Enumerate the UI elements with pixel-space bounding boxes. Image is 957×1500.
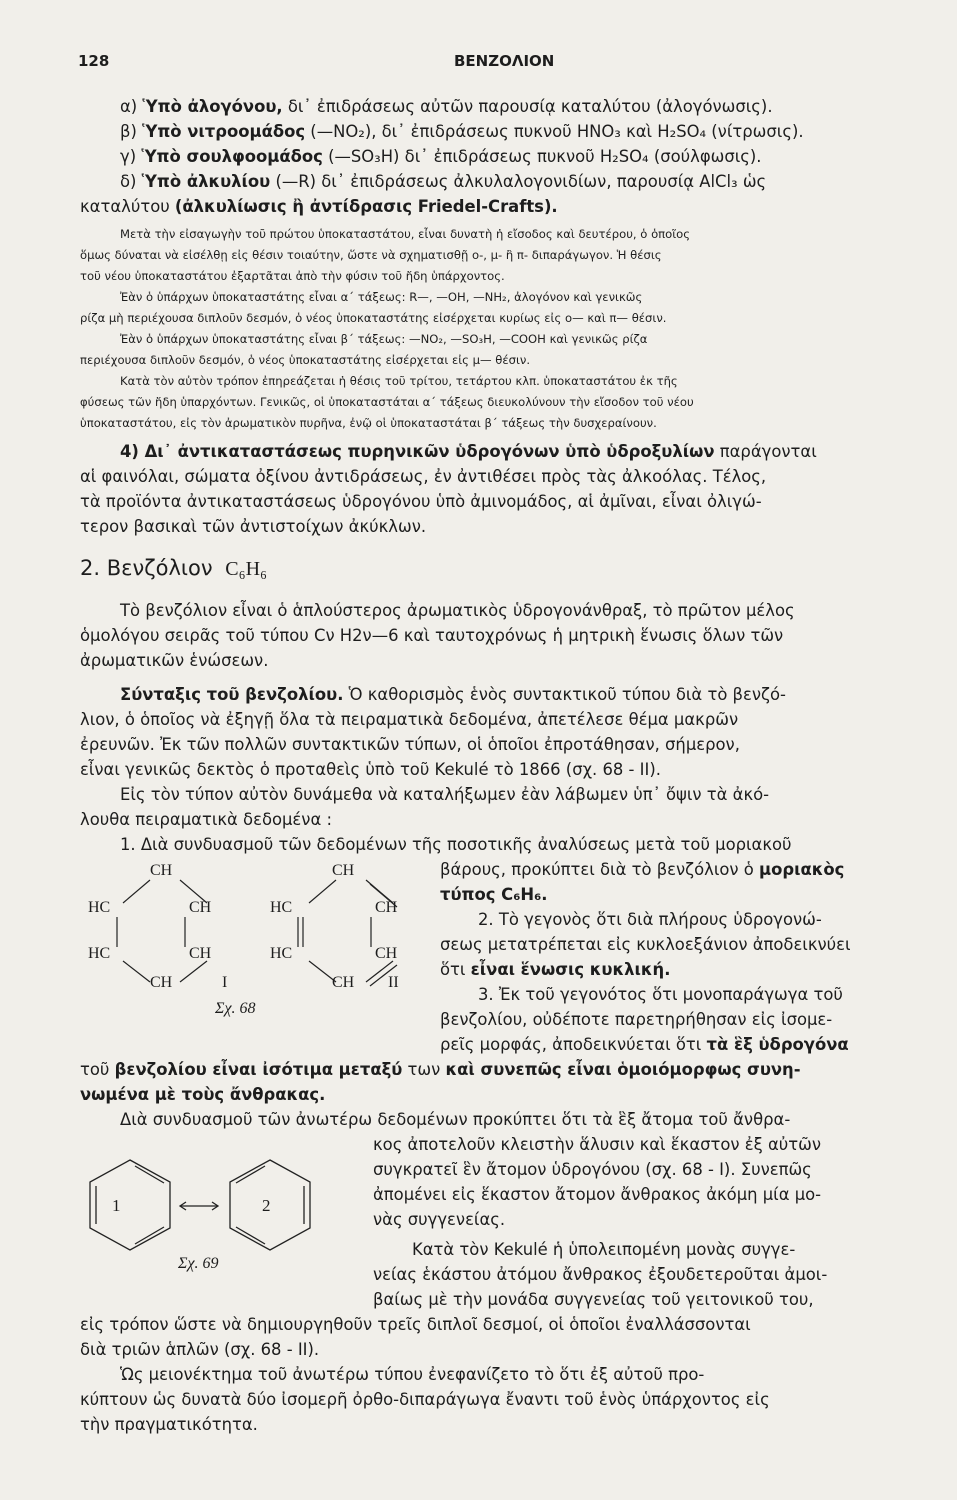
ring-label: 1 [112, 1196, 121, 1215]
small-print-line: φύσεως τῶν ἤδη ὑπαρχόντων. Γενικῶς, οἱ ὑποκαταστάται α΄ τάξεως διευκολύνουν τὴν εἴσοδον τοῦ νέου [80, 395, 694, 409]
paragraph-line: συγκρατεῖ ἓν ἄτομον ὑδρογόνου (σχ. 68 - I). Συνεπῶς [373, 1160, 812, 1179]
hc-label: HC [88, 899, 111, 916]
ring-label: 2 [262, 1196, 271, 1215]
paragraph-line: τοῦ βενζολίου εἶναι ἰσότιμα μεταξύ των καὶ συνεπῶς εἶναι ὁμοιόμορφως συνη- [80, 1060, 801, 1079]
list-item-end: καταλύτου (ἀλκυλίωσις ἢ ἀντίδρασις Friedel-Crafts). [80, 197, 558, 216]
structure-number: I [222, 974, 228, 991]
paragraph-line: ἀπομένει εἰς ἕκαστον ἄτομον ἄνθρακος ἀκόμη μία μο- [373, 1185, 822, 1204]
syntax-heading: Σύνταξις τοῦ βενζολίου. [120, 685, 344, 704]
paragraph-line: λιον, ὁ ὁποῖος νὰ ἐξηγῇ ὅλα τὰ πειραματικὰ δεδομένα, ἀπετέλεσε θέμα μακρῶν [80, 710, 739, 729]
list-item: β) Ὑπὸ νιτροομάδος (—NO₂), δι᾽ ἐπιδράσεως πυκνοῦ HNO₃ καὶ H₂SO₄ (νίτρωσις). [120, 122, 804, 141]
ch-label: CH [189, 945, 212, 962]
paragraph-line: Διὰ συνδυασμοῦ τῶν ἀνωτέρω δεδομένων προκύπτει ὅτι τὰ ἓξ ἄτομα τοῦ ἄνθρα- [120, 1110, 791, 1129]
paragraph-line: Σύνταξις τοῦ βενζολίου. Ὁ καθορισμὸς ἑνὸς συντακτικοῦ τύπου διὰ τὸ βενζό- [120, 685, 786, 704]
small-print-line: Ἐὰν ὁ ὑπάρχων ὑποκαταστάτης εἶναι β΄ τάξεως: —NO₂, —SO₃H, —COOH καὶ γενικῶς ρίζα [120, 332, 648, 346]
small-print-line: ὑποκαταστάτου, εἰς τὸν ἀρωματικὸν πυρῆνα, ἐνῷ οἱ ὑποκαταστάται β΄ τάξεως τὴν δυσχεραίνουν. [80, 416, 657, 430]
paragraph-line: τύπος C₆H₆. [440, 885, 548, 904]
hc-label: HC [270, 945, 293, 962]
ch-label: CH [332, 862, 355, 879]
ch-label: CH [332, 974, 355, 991]
item-4-line: τὰ προϊόντα ἀντικαταστάσεως ὑδρογόνου ὑπὸ ἀμινομάδος, αἱ ἀμῖναι, εἶναι ὀλιγώ- [80, 492, 762, 511]
small-print-line: ὅμως δύναται νὰ εἰσέλθῃ εἰς θέσιν τοιαύτην, ὥστε νὰ σχηματισθῇ ο-, μ- ἢ π- διπαράγωγον. Ἡ θέσις [80, 248, 662, 262]
structure-number: II [388, 974, 399, 991]
paragraph-line: 2. Τὸ γεγονὸς ὅτι διὰ πλήρους ὑδρογονώ- [478, 910, 822, 929]
paragraph-line: βαίως μὲ τὴν μονάδα συγγενείας τοῦ γειτονικοῦ του, [373, 1290, 814, 1309]
item-4-line: τερον βασικαὶ τῶν ἀντιστοίχων ἀκύκλων. [80, 517, 427, 536]
small-print-line: Μετὰ τὴν εἰσαγωγὴν τοῦ πρώτου ὑποκαταστάτου, εἶναι δυνατὴ ἡ εἴσοδος καὶ δευτέρου, ὁ ὁποῖος [120, 227, 691, 241]
paragraph-line: σεως μετατρέπεται εἰς κυκλοεξάνιον ἀποδεικνύει [440, 935, 851, 954]
ch-label: CH [375, 945, 398, 962]
paragraph-line: Εἰς τὸν τύπον αὐτὸν δυνάμεθα νὰ καταλήξωμεν ἐὰν λάβωμεν ὑπ᾽ ὄψιν τὰ ἀκό- [120, 785, 770, 804]
paragraph-line: ὅτι εἶναι ἕνωσις κυκλική. [440, 960, 671, 979]
paragraph-line: εἶναι γενικῶς δεκτὸς ὁ προταθεὶς ὑπὸ τοῦ Kekulé τὸ 1866 (σχ. 68 - II). [80, 760, 661, 779]
ch-label: CH [150, 862, 173, 879]
paragraph-line: 1. Διὰ συνδυασμοῦ τῶν δεδομένων τῆς ποσοτικῆς ἀναλύσεως μετὰ τοῦ μοριακοῦ [120, 835, 792, 854]
small-print-line: ρίζα μὴ περιέχουσα διπλοῦν δεσμόν, ὁ νέος ὑποκαταστάτης εἰσέρχεται κυρίως εἰς ο— καὶ π— θέσιν. [80, 311, 667, 325]
paragraph-line: ἐρευνῶν. Ἐκ τῶν πολλῶν συντακτικῶν τύπων, οἱ ὁποῖοι ἐπροτάθησαν, σήμερον, [80, 735, 740, 754]
paragraph-line: ἀρωματικῶν ἑνώσεων. [80, 651, 269, 670]
paragraph-line: Κατὰ τὸν Kekulé ἡ ὑπολειπομένη μονὰς συγγε- [412, 1240, 796, 1259]
small-print-line: τοῦ νέου ὑποκαταστάτου ἐξαρτᾶται ἀπὸ τὴν φύσιν τοῦ ἤδη ὑπάρχοντος. [80, 269, 505, 283]
paragraph-line: εἰς τρόπον ὥστε νὰ δημιουργηθοῦν τρεῖς διπλοῖ δεσμοί, οἱ ὁποῖοι ἐναλλάσσονται [80, 1315, 751, 1334]
item-4-line: αἱ φαινόλαι, σώματα ὀξίνου ἀντιδράσεως, ἐν ἀντιθέσει πρὸς τὰς ἀλκοόλας. Τέλος, [80, 467, 767, 486]
paragraph-line: βάρους, προκύπτει διὰ τὸ βενζόλιον ὁ μοριακὸς [440, 860, 845, 879]
figure-caption: Σχ. 69 [178, 1255, 219, 1272]
list-item: γ) Ὑπὸ σουλφοομάδος (—SO₃H) δι᾽ ἐπιδράσεως πυκνοῦ H₂SO₄ (σούλφωσις). [120, 147, 762, 166]
paragraph-line: 3. Ἐκ τοῦ γεγονότος ὅτι μονοπαράγωγα τοῦ [478, 985, 843, 1004]
item-4-line: 4) Δι᾽ ἀντικαταστάσεως πυρηνικῶν ὑδρογόνων ὑπὸ ὑδροξυλίων παράγονται [120, 442, 817, 461]
paragraph-line: βενζολίου, οὐδέποτε παρετηρήθησαν εἰς ἰσομε- [440, 1010, 833, 1029]
running-title: ΒΕΝΖΟΛΙΟΝ [454, 52, 555, 70]
paragraph-line: κύπτουν ὡς δυνατὰ δύο ἰσομερῆ ὀρθο-διπαράγωγα ἔναντι τοῦ ἑνὸς ὑπάρχοντος εἰς [80, 1390, 770, 1409]
paragraph-line: κος ἀποτελοῦν κλειστὴν ἅλυσιν καὶ ἕκαστον ἐξ αὐτῶν [373, 1135, 822, 1154]
paragraph-line: Τὸ βενζόλιον εἶναι ὁ ἁπλούστερος ἀρωματικὸς ὑδρογονάνθραξ, τὸ πρῶτον μέλος [120, 601, 795, 620]
small-print-line: Κατὰ τὸν αὐτὸν τρόπον ἐπηρεάζεται ἡ θέσις τοῦ τρίτου, τετάρτου κλπ. ὑποκαταστάτου ἐκ τῆς [120, 374, 678, 388]
paragraph-line: λουθα πειραματικὰ δεδομένα : [80, 810, 332, 829]
paragraph-line: Ὡς μειονέκτημα τοῦ ἀνωτέρω τύπου ἐνεφανίζετο τὸ ὅτι ἐξ αὐτοῦ προ- [120, 1365, 705, 1384]
ch-label: CH [150, 974, 173, 991]
paragraph-line: νωμένα μὲ τοὺς ἄνθρακας. [80, 1085, 326, 1104]
paragraph-line: διὰ τριῶν ἁπλῶν (σχ. 68 - II). [80, 1340, 320, 1359]
paragraph-line: νείας ἑκάστου ἀτόμου ἄνθρακος ἐξουδετεροῦται ἀμοι- [373, 1265, 828, 1284]
ch-label: CH [189, 899, 212, 916]
section-heading: 2. Βενζόλιον C₆H₆ [80, 556, 268, 580]
paragraph-line: ὁμολόγου σειρᾶς τοῦ τύπου Cν H2ν—6 καὶ ταυτοχρόνως ἡ μητρικὴ ἕνωσις ὅλων τῶν [80, 626, 784, 645]
paragraph-line: τὴν πραγματικότητα. [80, 1415, 258, 1434]
paragraph-line: νὰς συγγενείας. [373, 1210, 506, 1229]
figure-caption: Σχ. 68 [215, 1000, 256, 1017]
list-item: δ) Ὑπὸ ἀλκυλίου (—R) δι᾽ ἐπιδράσεως ἀλκυλαλογονιδίων, παρουσίᾳ AlCl₃ ὡς [120, 172, 767, 191]
ch-label: CH [375, 899, 398, 916]
hc-label: HC [270, 899, 293, 916]
page-number: 128 [78, 52, 110, 70]
hc-label: HC [88, 945, 111, 962]
small-print-line: περιέχουσα διπλοῦν δεσμόν, ὁ νέος ὑποκαταστάτης εἰσέρχεται εἰς μ— θέσιν. [80, 353, 531, 367]
small-print-line: Ἐὰν ὁ ὑπάρχων ὑποκαταστάτης εἶναι α΄ τάξεως: R—, —OH, —NH₂, ἀλογόνον καὶ γενικῶς [120, 290, 643, 304]
paragraph-line: ρεῖς μορφάς, ἀποδεικνύεται ὅτι τὰ ἓξ ὑδρογόνα [440, 1035, 849, 1054]
list-item: α) Ὑπὸ ἀλογόνου, δι᾽ ἐπιδράσεως αὐτῶν παρουσίᾳ καταλύτου (ἀλογόνωσις). [120, 97, 773, 116]
